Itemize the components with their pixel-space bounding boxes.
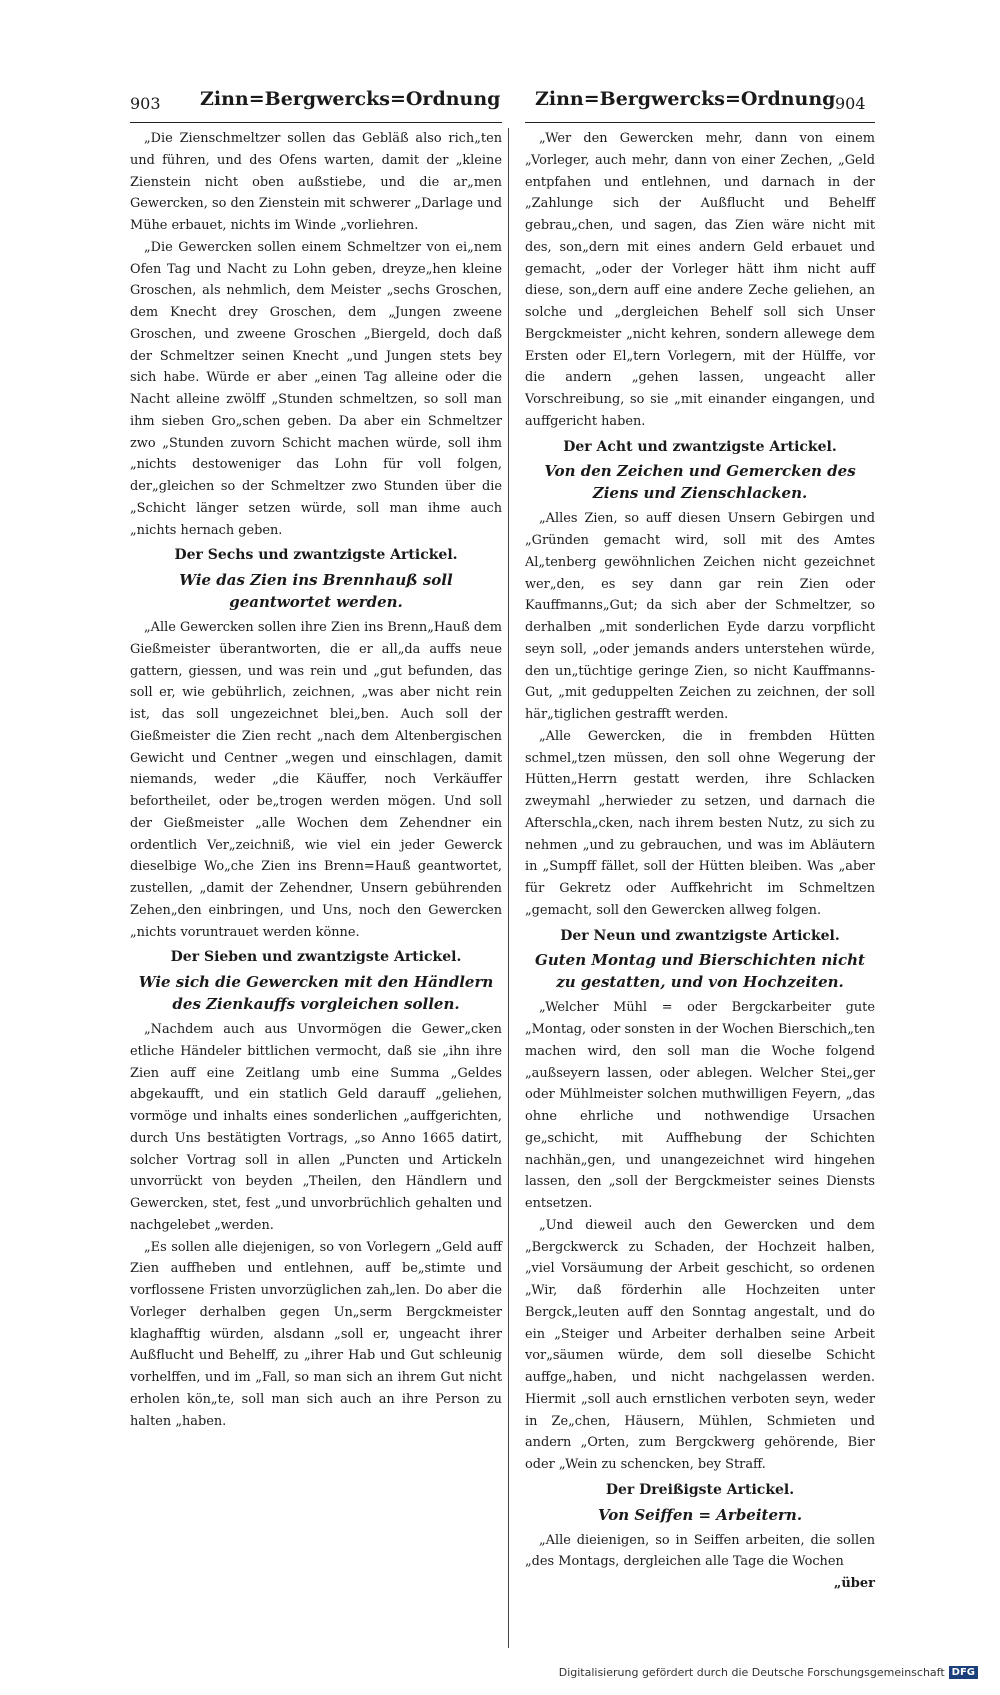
paragraph: „Alle Gewercken, die in frembden Hütten schmel„tzen müssen, den soll ohne Wegerung der Hütten„Herrn gestatt werden, ihre Schlacken zweymahl „herwieder zu setzen, und darnach die Afterschla„cken, nach ihrem besten Nutz, zu sich zu nehmen „und zu gebrauchen, und was im Abläutern in „Sumpff fället, soll der Hütten bleiben. Was „aber für Gekretz oder Auffkehricht im Schmeltzen „gemacht, soll den Gewercken allweg folgen. <box>525 728 875 918</box>
paragraph: „Welcher Mühl = oder Bergckarbeiter gute „Montag, oder sonsten in der Wochen Bierschich„ten machen wird, den soll man die Woche folgend „außseyern lassen, oder ablegen. Welcher Stei„ger oder Mühlmeister solchen muthwilligen Feyern, „das ohne ehrliche und nothwendige Ursachen ge„schicht, mit Auffhebung der Schichten nachhän„gen, und unangezeichnet wird hingehen lassen, den „soll der Bergckmeister seines Diensts entsetzen. <box>525 1000 875 1211</box>
article-heading: Der Sechs und zwantzigste Artickel. <box>174 547 458 564</box>
article-heading: Der Acht und zwantzigste Artickel. <box>563 438 837 455</box>
left-column <box>130 128 502 1432</box>
paragraph: „Wer den Gewercken mehr, dann von einem „Vorleger, auch mehr, dann von einer Zechen, „Geld entpfahen und entlehnen, und darnach in der „Zahlunge sich der Außflucht und Behelff gebrau„chen, und sagen, das Zien wäre nicht mit des, son„dern mit eines andern Geld erbauet und gemacht, „oder der Vorleger hätt ihm nicht auff diese, son„dern auff eine andere Zeche geliehen, an solche und „dergleichen Behelf soll sich Unser Bergckmeister „nicht kehren, sondern allewege dem Ersten oder El„tern Vorlegern, mit der Hülffe, vor die andern „gehen lassen, ungeacht aller Vorschreibung, so sie „mit einander eingangen, und auffgericht haben. <box>525 131 875 429</box>
paragraph: „Und dieweil auch den Gewercken und dem „Bergckwerck zu Schaden, der Hochzeit halben, „viel Vorsäumung der Arbeit geschicht, so ordenen „Wir, daß förderhin alle Hochzeiten unter Bergck„leuten auff den Sonntag angestalt, und do ein „Steiger und Arbeiter derhalben seine Arbeit vor„säumen würde, dem soll dieselbe Schicht auffge„haben, und nicht nachgelassen werden. Hiermit „soll auch ernstlichen verboten seyn, weder in Ze„chen, Häusern, Mühlen, Schmieten und andern „Orten, zum Bergckwerg gehörende, Bier oder „Wein zu schencken, bey Straff. <box>525 1217 875 1472</box>
footer-text: Digitalisierung gefördert durch die Deutsche Forschungsgemeinschaft <box>558 1666 945 1679</box>
paragraph: „Die Zienschmeltzer sollen das Gebläß also rich„ten und führen, und des Ofens warten, damit der „kleine Zienstein nicht oben außstiebe, und die ar„men Gewercken, so den Zienstein mit schwerer „Darlage und Mühe erbauet, nichts im Winde „vorliehren. <box>130 131 502 233</box>
paragraph: „Nachdem auch aus Unvormögen die Gewer„cken etliche Händeler bittlichen vermocht, daß sie „ihn ihre Zien auff eine Zeitlang umb eine Summa „Geldes abgekaufft, und ein statlich Geld darauff „geliehen, vormöge und inhalts eines sonderlichen „auffgerichten, durch Uns bestätigten Vortrags, „so Anno 1665 datirt, solcher Vortrag soll in allen „Puncten und Artickeln unvorrückt von beyden „Theilen, den Händlern und Gewercken, stet, fest „und unvorbrüchlich gehalten und nachgelebet „werden. <box>130 1022 502 1233</box>
left-running-head: Zinn=Bergwercks=Ordnung <box>200 88 501 110</box>
article-title: Guten Montag und Bierschichten nicht zu gestatten, und von Hochzeiten. <box>535 951 865 992</box>
header-rule-right <box>525 122 875 123</box>
paragraph: „Alle dieienigen, so in Seiffen arbeiten, die sollen „des Montags, dergleichen alle Tage die Wochen <box>525 1532 875 1570</box>
digitization-footer <box>559 1666 978 1679</box>
article-heading: Der Sieben und zwantzigste Artickel. <box>170 949 462 966</box>
article-title: Wie das Zien ins Brennhauß soll geantwortet werden. <box>179 571 453 611</box>
left-page-number: 903 <box>130 94 161 113</box>
dfg-logo: DFG <box>949 1666 978 1679</box>
article-title: Von Seiffen = Arbeitern. <box>597 1505 803 1524</box>
catchword: „über <box>833 1576 875 1591</box>
paragraph: „Die Gewercken sollen einem Schmeltzer von ei„nem Ofen Tag und Nacht zu Lohn geben, dreyze„hen kleine Groschen, als nehmlich, dem Meister „sechs Groschen, dem Knecht drey Groschen, dem „Jungen zweene Groschen, und zweene Groschen „Biergeld, doch daß der Schmeltzer seinen Knecht „und Jungen stets bey sich habe. Würde er aber „einen Tag alleine oder die Nacht alleine zwölff „Stunden schmeltzen, so soll man ihm sieben Gro„schen geben. Da aber ein Schmeltzer zwo „Stunden zuvorn Schicht machen würde, soll ihm „nichts destoweniger das Lohn für voll folgen, der„gleichen so der Schmeltzer zwo Stunden über die „Schicht länger setzen würde, soll man ihme auch „nichts hernach geben. <box>130 239 502 538</box>
paragraph: „Alle Gewercken sollen ihre Zien ins Brenn„Hauß dem Gießmeister überantworten, die er all„da auffs neue gattern, giessen, und was rein und „gut befunden, das soll er, wie gebührlich, zeichnen, „was aber nicht rein ist, das soll ungezeichnet blei„ben. Auch soll der Gießmeister die Zien recht „nach dem Altenbergischen Gewicht und Centner „wegen und einschlagen, damit niemands, weder „die Käuffer, noch Verkäuffer befortheilet, oder be„trogen werden mögen. Und soll der Gießmeister „alle Wochen dem Zehendner ein ordentlich Ver„zeichniß, wie viel ein jeder Gewerck dieselbige Wo„che Zien ins Brenn=Hauß geantwortet, zustellen, „damit der Zehendner, Unsern gebührenden Zehen„den einbringen, und Uns, noch den Gewercken „nichts voruntrauet werden könne. <box>130 620 502 940</box>
column-divider <box>508 128 509 1648</box>
article-title: Wie sich die Gewercken mit den Händlern des Zienkauffs vorgleichen sollen. <box>138 973 494 1013</box>
article-heading: Der Neun und zwantzigste Artickel. <box>560 927 840 944</box>
right-running-head: Zinn=Bergwercks=Ordnung <box>535 88 836 110</box>
right-column <box>525 128 875 1595</box>
paragraph: „Alles Zien, so auff diesen Unsern Gebirgen und „Gründen gemacht wird, soll mit des Amtes Al„tenberg gewöhnlichen Zeichen nicht gezeichnet wer„den, es sey dann gar rein Zien oder Kauffmanns„Gut; da sich aber der Schmeltzer, so derhalben „mit sonderlichen Eyde darzu vorpflicht seyn soll, „oder jemands anders unterstehen würde, den un„tüchtige geringe Zien, so nicht Kauffmanns-Gut, „mit geduppelten Zeichen zu zeichnen, der soll här„tiglichen gestrafft werden. <box>525 511 875 722</box>
article-heading: Der Dreißigste Artickel. <box>605 1481 795 1498</box>
header-rule-left <box>130 122 502 123</box>
article-title: Von den Zeichen und Gemercken des Ziens und Zienschlacken. <box>544 462 856 503</box>
right-page-number: 904 <box>835 94 866 113</box>
paragraph: „Es sollen alle diejenigen, so von Vorlegern „Geld auff Zien auffheben und entlehnen, auff be„stimte und vorflossene Fristen unvorzüglichen zah„len. Do aber die Vorleger derhalben gegen Un„serm Bergckmeister klaghafftig würden, alsdann „soll er, ungeacht ihrer Außflucht und Behelff, zu „ihrer Hab und Gut schleunig vorhelffen, und im „Fall, so man sich an ihrem Gut nicht erholen kön„te, soll man sich auch an ihre Person zu halten „haben. <box>130 1239 502 1429</box>
